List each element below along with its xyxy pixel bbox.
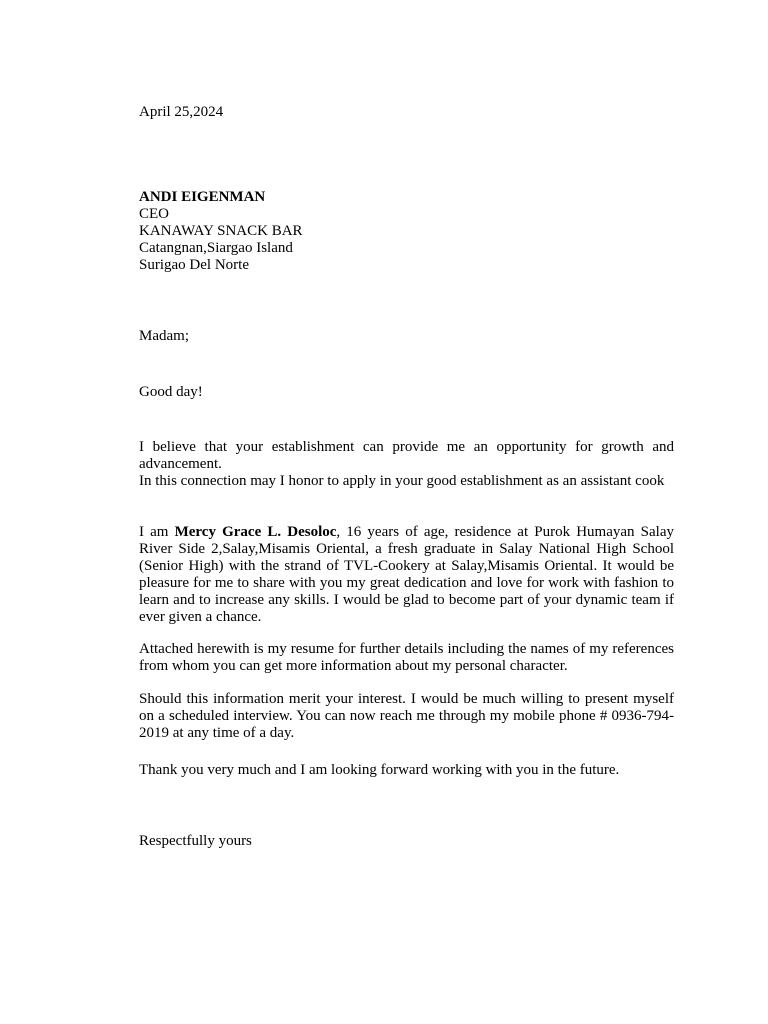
recipient-company: KANAWAY SNACK BAR xyxy=(139,223,303,239)
recipient-address-line2: Surigao Del Norte xyxy=(139,257,249,273)
closing: Respectfully yours xyxy=(139,833,252,849)
intro-sentence-2: In this connection may I honor to apply in your good establishment as an assistant cook xyxy=(139,473,665,489)
letter-date: April 25,2024 xyxy=(139,104,224,120)
intro-sentence-1: I believe that your establishment can provide me an opportunity for growth and advancement. xyxy=(139,439,674,472)
recipient-block xyxy=(139,189,674,274)
body1-text: , 16 years of age, residence at Purok Humayan Salay River Side 2,Salay,Misamis Oriental, a fresh graduate in Salay National High School (Senior High) with the strand of TVL-Cookery at Salay,Misamis Oriental. It would be pleasure for me to share with you my great dedication and love for work with fashion to learn and to increase any skills. I would be glad to become part of your dynamic team if ever given a chance. xyxy=(139,524,674,625)
body1-prefix: I am xyxy=(139,524,175,540)
salutation: Madam; xyxy=(139,328,189,344)
recipient-address-line1: Catangnan,Siargao Island xyxy=(139,240,293,256)
recipient-title: CEO xyxy=(139,206,169,222)
greeting: Good day! xyxy=(139,384,203,400)
body-paragraph-3: Should this information merit your interest. I would be much willing to present myself on a scheduled interview. You can now reach me through my mobile phone # 0936-794-2019 at any time of a day. xyxy=(139,691,674,741)
recipient-name: ANDI EIGENMAN xyxy=(139,189,266,205)
intro-paragraph xyxy=(139,439,674,490)
thanks-line: Thank you very much and I am looking forward working with you in the future. xyxy=(139,762,620,778)
applicant-name: Mercy Grace L. Desoloc xyxy=(174,524,337,540)
body-paragraph-2: Attached herewith is my resume for further details including the names of my references from whom you can get more information about my personal character. xyxy=(139,641,674,674)
body-paragraph-1 xyxy=(139,524,674,626)
